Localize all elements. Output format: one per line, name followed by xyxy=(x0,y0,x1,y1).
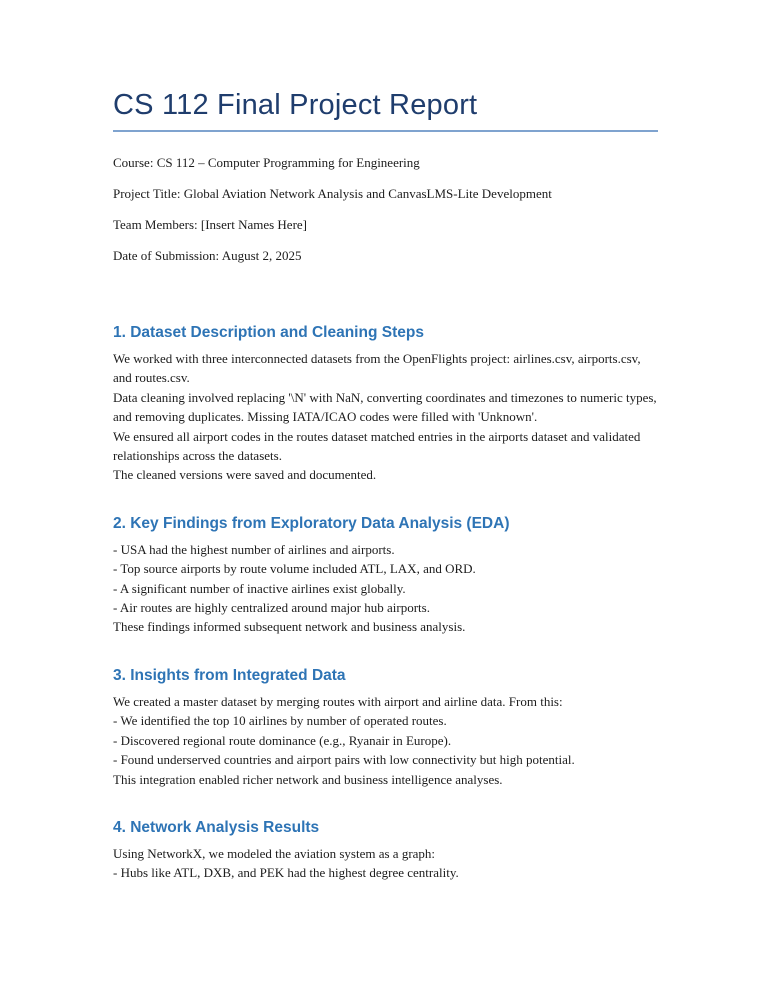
paragraph: These findings informed subsequent network and business analysis. xyxy=(113,619,466,635)
section-heading: 4. Network Analysis Results xyxy=(113,818,320,836)
section-key-findings-eda xyxy=(113,514,658,637)
paragraph: - We identified the top 10 airlines by number of operated routes. xyxy=(113,713,447,729)
section-dataset-description xyxy=(113,323,658,485)
page-title: CS 112 Final Project Report xyxy=(113,88,658,132)
section-heading: 1. Dataset Description and Cleaning Steps xyxy=(113,324,424,341)
document-meta xyxy=(113,153,658,265)
paragraph: The cleaned versions were saved and documented. xyxy=(113,467,377,483)
meta-submission-date: Date of Submission: August 2, 2025 xyxy=(113,248,302,263)
paragraph: - USA had the highest number of airlines and airports. xyxy=(113,541,395,557)
paragraph: Using NetworkX, we modeled the aviation system as a graph: xyxy=(113,845,436,861)
paragraph: - Air routes are highly centralized around major hub airports. xyxy=(113,600,430,616)
paragraph: - Hubs like ATL, DXB, and PEK had the highest degree centrality. xyxy=(113,865,459,881)
section-heading: 2. Key Findings from Exploratory Data Analysis (EDA) xyxy=(113,514,510,532)
section-network-analysis-results xyxy=(113,818,658,883)
meta-project-title: Project Title: Global Aviation Network Analysis and CanvasLMS-Lite Development xyxy=(113,186,552,201)
paragraph: - A significant number of inactive airlines exist globally. xyxy=(113,580,406,596)
paragraph: - Discovered regional route dominance (e.g., Ryanair in Europe). xyxy=(113,732,452,748)
paragraph: Data cleaning involved replacing '\N' with NaN, converting coordinates and timezones to numeric types, and removing duplicates. Missing IATA/ICAO codes were filled with 'Unknown'. xyxy=(113,389,657,425)
section-heading: 3. Insights from Integrated Data xyxy=(113,666,346,684)
meta-team-members: Team Members: [Insert Names Here] xyxy=(113,217,308,232)
paragraph: - Found underserved countries and airport pairs with low connectivity but high potential. xyxy=(113,752,575,768)
paragraph: - Top source airports by route volume included ATL, LAX, and ORD. xyxy=(113,561,476,577)
paragraph: We ensured all airport codes in the routes dataset matched entries in the airports dataset and validated relationships across the datasets. xyxy=(113,428,641,464)
section-integrated-data-insights xyxy=(113,666,658,789)
paragraph: We created a master dataset by merging routes with airport and airline data. From this: xyxy=(113,693,563,709)
paragraph: We worked with three interconnected datasets from the OpenFlights project: airlines.csv, airports.csv, and routes.csv. xyxy=(113,351,641,386)
meta-course: Course: CS 112 – Computer Programming for Engineering xyxy=(113,155,420,170)
paragraph: This integration enabled richer network and business intelligence analyses. xyxy=(113,771,503,787)
